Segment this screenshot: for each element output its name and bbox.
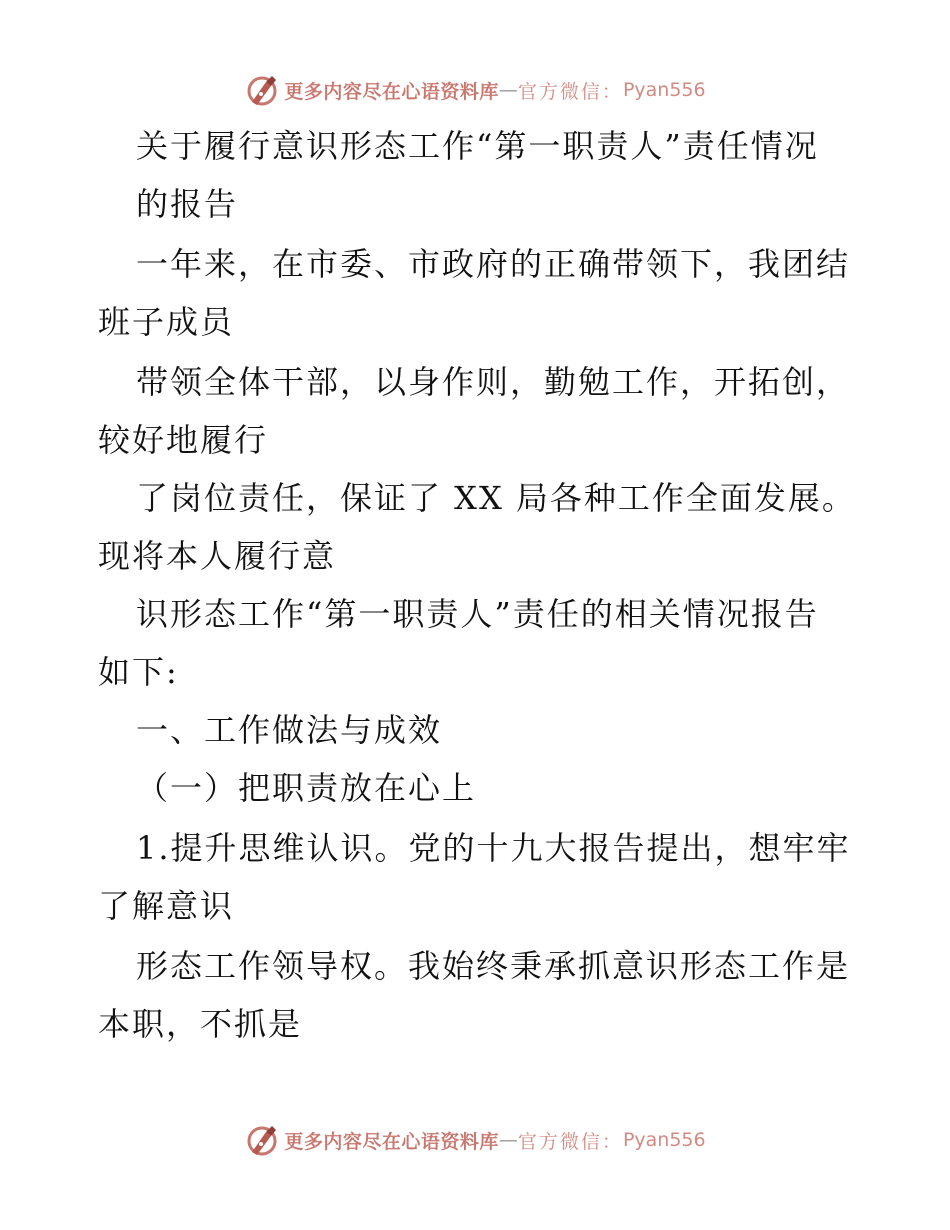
doc-paragraph-line: 带领全体干部，以身作则，勤勉工作，开拓创， [136,363,851,401]
watermark-site-text: 更多内容尽在心语资料库 [284,1130,499,1153]
doc-paragraph-line: 一年来，在市委、市政府的正确带领下，我团结 [136,245,851,283]
watermark-wechat-label: 官方微信： [517,1130,623,1153]
watermark-separator: — [498,1129,518,1151]
doc-paragraph-line: 较好地履行 [98,421,269,459]
doc-title-line-2: 的报告 [136,185,239,223]
watermark-wechat-id: Pyan556 [622,79,706,101]
doc-paragraph-line: 了解意识 [98,887,235,925]
doc-paragraph-line: 本职，不抓是 [98,1005,303,1043]
doc-paragraph-line: 班子成员 [98,303,235,341]
watermark-wechat-label: 官方微信： [517,80,623,103]
watermark-separator: — [498,79,518,101]
doc-paragraph-line: 1.提升思维认识。党的十九大报告提出，想牢牢 [136,829,851,867]
watermark-banner-top [0,70,950,110]
doc-paragraph-line: 了岗位责任，保证了 XX 局各种工作全面发展。 [136,479,856,517]
watermark-wechat-id: Pyan556 [622,1129,706,1151]
doc-paragraph-line: 现将本人履行意 [98,537,337,575]
doc-subsection-heading: （一）把职责放在心上 [136,769,477,807]
watermark-banner-bottom [0,1120,950,1160]
doc-paragraph-line: 如下: [98,653,179,691]
pen-nib-circle-icon [244,72,280,108]
doc-paragraph-line: 形态工作领导权。我始终秉承抓意识形态工作是 [136,947,851,985]
doc-paragraph-line: 识形态工作“第一职责人”责任的相关情况报告 [136,595,819,633]
watermark-site-text: 更多内容尽在心语资料库 [284,80,499,103]
doc-title-line-1: 关于履行意识形态工作“第一职责人”责任情况 [136,127,819,165]
pen-nib-circle-icon [244,1122,280,1158]
doc-section-heading: 一、工作做法与成效 [136,711,443,749]
